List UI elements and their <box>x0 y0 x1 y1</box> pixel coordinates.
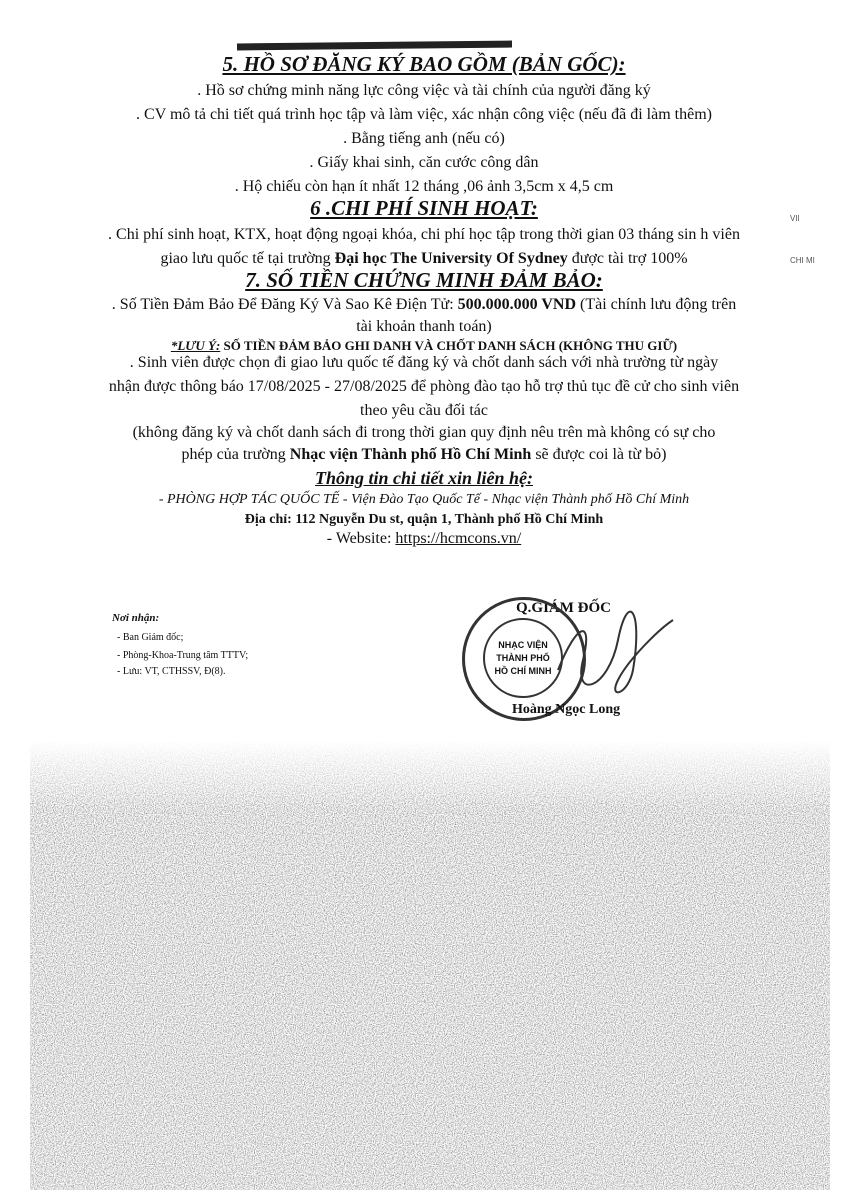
contact-heading: Thông tin chi tiết xin liên hệ: <box>314 468 534 488</box>
sec7-para-2: nhận được thông báo 17/08/2025 - 27/08/2025 để phòng đào tạo hỗ trợ thủ tục đề cử cho sinh viên <box>108 378 740 395</box>
section-6-title: 6 .CHI PHÍ SINH HOẠT: <box>310 196 538 220</box>
sec7-note: *LƯU Ý: SỐ TIỀN ĐẢM BẢO GHI DANH VÀ CHỐT DANH SÁCH (KHÔNG THU GIỮ) <box>170 338 678 353</box>
contact-office: - PHÒNG HỢP TÁC QUỐC TẾ - Viện Đào Tạo Quốc Tế - Nhạc viện Thành phố Hồ Chí Minh <box>158 492 690 507</box>
margin-note: CHI MI <box>790 256 815 265</box>
seal-text: NHẠC VIỆN <box>498 639 548 650</box>
seal-text: HỒ CHÍ MINH <box>494 665 552 676</box>
signer-name: Hoàng Ngọc Long <box>512 702 621 717</box>
website-link[interactable]: https://hcmcons.vn/ <box>395 530 522 547</box>
sec5-item-1: . Hồ sơ chứng minh năng lực công việc và tài chính của người đăng ký <box>197 82 651 99</box>
recipients-title: Nơi nhận: <box>112 612 160 624</box>
redaction-bar <box>237 41 512 51</box>
sec6-line-2: giao lưu quốc tế tại trường Đại học The University Of Sydney được tài trợ 100% <box>160 250 688 267</box>
section-7-title: 7. SỐ TIỀN CHỨNG MINH ĐẢM BẢO: <box>245 268 603 292</box>
sec7-para-3: theo yêu cầu đối tác <box>360 402 488 419</box>
signature-scribble-icon <box>548 600 678 710</box>
recipient-item: - Phòng-Khoa-Trung tâm TTTV; <box>117 650 249 661</box>
sec5-item-2: . CV mô tả chi tiết quá trình học tập và làm việc, xác nhận công việc (nếu đã đi làm thêm) <box>136 106 712 123</box>
sec6-line-1: . Chi phí sinh hoạt, KTX, hoạt động ngoại khóa, chi phí học tập trong thời gian 03 tháng sin h viên <box>108 226 740 243</box>
contact-address: Địa chỉ: 112 Nguyễn Du st, quận 1, Thành phố Hồ Chí Minh <box>244 512 604 527</box>
sec7-para-5: phép của trường Nhạc viện Thành phố Hồ Chí Minh sẽ được coi là từ bỏ) <box>181 446 667 463</box>
sec7-para-1: . Sinh viên được chọn đi giao lưu quốc tế đăng ký và chốt danh sách với nhà trường từ ngày <box>129 354 719 371</box>
recipient-item: - Ban Giám đốc; <box>117 632 184 643</box>
sec5-item-3: . Bằng tiếng anh (nếu có) <box>343 130 505 147</box>
sec7-line-2: tài khoản thanh toán) <box>356 318 492 335</box>
margin-note: VII <box>790 214 800 223</box>
scan-noise-area <box>0 740 848 1200</box>
section-5-title: 5. HỒ SƠ ĐĂNG KÝ BAO GỒM (BẢN GỐC): <box>222 52 626 76</box>
sec7-line-1: . Số Tiền Đảm Bảo Để Đăng Ký Và Sao Kê Điện Tử: 500.000.000 VND (Tài chính lưu động trên <box>111 296 737 313</box>
signer-role: Q.GIÁM ĐỐC <box>516 600 611 616</box>
seal-text: THÀNH PHỐ <box>496 652 550 663</box>
sec5-item-5: . Hộ chiếu còn hạn ít nhất 12 tháng ,06 ảnh 3,5cm x 4,5 cm <box>234 178 614 195</box>
sec7-para-4: (không đăng ký và chốt danh sách đi trong thời gian quy định nêu trên mà không có sự cho <box>132 424 716 441</box>
sec5-item-4: . Giấy khai sinh, căn cước công dân <box>309 154 539 171</box>
contact-website-line: - Website: https://hcmcons.vn/ <box>326 530 522 547</box>
recipient-item: - Lưu: VT, CTHSSV, Đ(8). <box>117 666 226 677</box>
